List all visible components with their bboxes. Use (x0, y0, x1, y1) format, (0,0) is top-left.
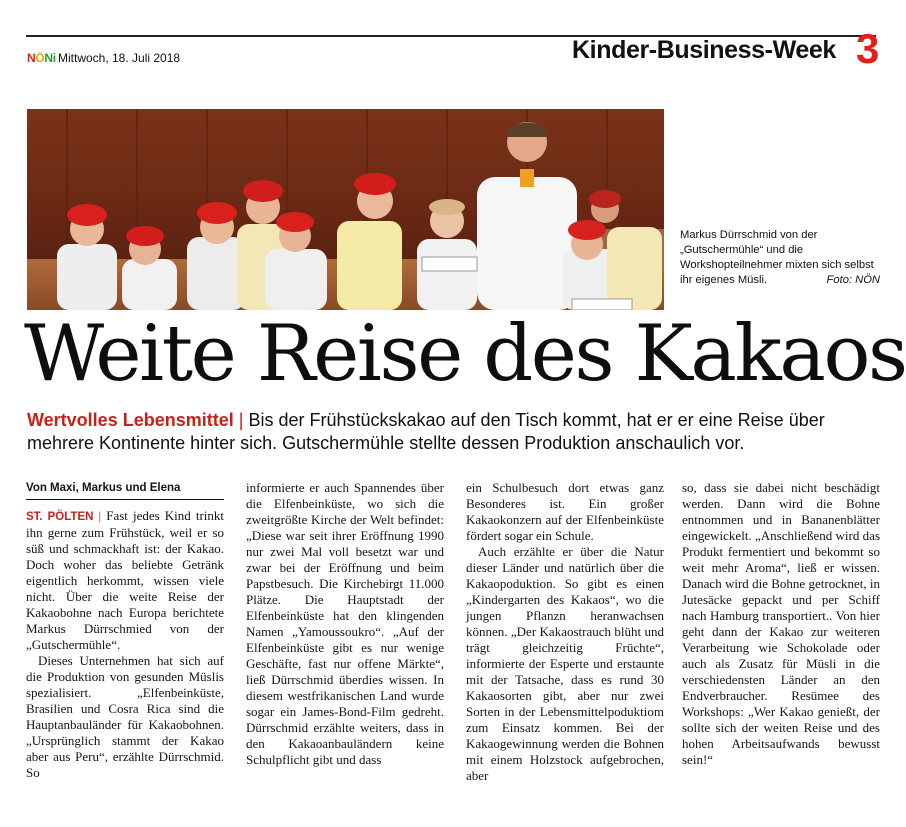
column-paragraph: ein Schulbesuch dort etwas ganz Besonderes ist. Ein großer Kakaokonzern auf der Elfenbeinküste fördert sogar ein Schule. (466, 480, 664, 543)
lead-separator: | (238, 410, 244, 430)
column-paragraph: informierte er auch Spannendes über die Elfenbeinküste, wo sich die zweitgrößte Kirche der Welt befindet: „Diese war seit ihrer Eröffnung 1990 nur zwei Mal voll besetzt war und zwar bei der Eröffnung und beim Papstbesuch. Die Kirchebirgt 11.000 Plätze. Die Hauptstadt der Elfenbeinküste hat den klingenden Namen „Yamoussoukro“. „Auf der Elfenbeinküste gibt es nur wenige Geschäfte, fast nur offene Märkte“, ließ Dürrschmid überdies wissen. In diesem westfrikanischen Land wurde sogar ein James-Bond-Film gedreht. Dürrschmid erzählte weiters, dass in den Kakaoanbauländern keine Schulpflicht gibt und dass (246, 480, 444, 767)
caption-text: Markus Dürrschmid von der „Gutschermühle“ und die Workshopteilnehmer mixten sich selbst ihr eigenes Müsli. (680, 229, 874, 286)
article-column-4 (682, 480, 880, 768)
photo-caption (680, 228, 880, 288)
article-photo (27, 109, 664, 310)
lead-text: Bis der Frühstückskakao auf den Tisch kommt, hat er er eine Reise über mehrere Kontinente hinter sich. Gutschermühle stellte dessen Produktion anschaulich vor. (27, 410, 825, 453)
article-column-1 (26, 480, 224, 781)
column-paragraph (26, 508, 224, 653)
byline: Von Maxi, Markus und Elena (26, 480, 224, 500)
photo-credit: Foto: NÖN (826, 274, 880, 286)
article-column-2 (246, 480, 444, 768)
page-number: 3 (856, 25, 880, 72)
issue-date: Mittwoch, 18. Juli 2018 (58, 51, 181, 65)
dateline: ST. PÖLTEN (26, 511, 94, 523)
article-column-3 (466, 480, 664, 784)
paragraph-text: Fast jedes Kind trinkt ihn gerne zum Frühstück, weil er so süß und schmackhaft ist: der Kakao. Doch woher das beliebte Getränk eigentlich herkommt, wissen viele nicht. Über die weite Reise der Kakaobohne nach Europa berichtete Markus Dürrschmied von der „Gutschermühle“. (26, 508, 225, 652)
column-paragraph: so, dass sie dabei nicht beschädigt werden. Dann wird die Bohne entnommen und in Bananenblätter eingewickelt. „Anschließend wird das Produkt fermentiert und bekommt so weit mehr Aroma“, ließ er wissen. Danach wird die Bohne getrocknet, in Jutesäcke gepackt und per Schiff nach Hamburg transportiert.. Von hier geht dann der Kakao zur weiteren Verarbeitung wie Schokolade oder auch als Zusatz für Müsli in die verschiedensten Länder an den Endverbraucher. Resümee des Workshops: „Wer Kakao genießt, der sollte sich der weiten Reise und des hohen Arbeitsaufwands bewusst sein!“ (682, 480, 880, 767)
lead-kicker: Wertvolles Lebensmittel (27, 410, 234, 430)
column-paragraph: Dieses Unternehmen hat sich auf die Produktion von gesunden Müslis spezialisiert. „Elfenbeinküste, Brasilien und Cosra Rica sind die Hauptanbauländer für Kakaobohnen. „Ursprünglich stammt der Kakao aber aus Peru“, erzählte Dürrschmid. So (26, 653, 224, 780)
workshop-photo-illustration (27, 109, 664, 310)
dateline-separator: | (98, 508, 102, 523)
column-paragraph: Auch erzählte er über die Natur dieser Länder und natürlich über die Kakaopoduktion. So gibt es einen „Kindergarten des Kakaos“, wo die jungen Pflanzn heranwachsen können. „Der Kakaostrauch blüht und trägt gleichzeitig Früchte“, informierte der Esperte und erstaunte mit der Tatsache, dass es rund 30 Kakaosorten gibt, aber nur zwei Sorten in der Lebensmittelpoduktiom zum Einsatz kommen. Bei der Kakaogewinnung werden die Bohnen mit einem Holzstock aufgebrochen, aber (466, 544, 664, 783)
noen-logo: NÖNi (27, 51, 56, 65)
article-lead (27, 409, 887, 455)
article-headline: Weite Reise des Kakaos (24, 309, 906, 399)
section-title: Kinder-Business-Week (572, 36, 836, 64)
